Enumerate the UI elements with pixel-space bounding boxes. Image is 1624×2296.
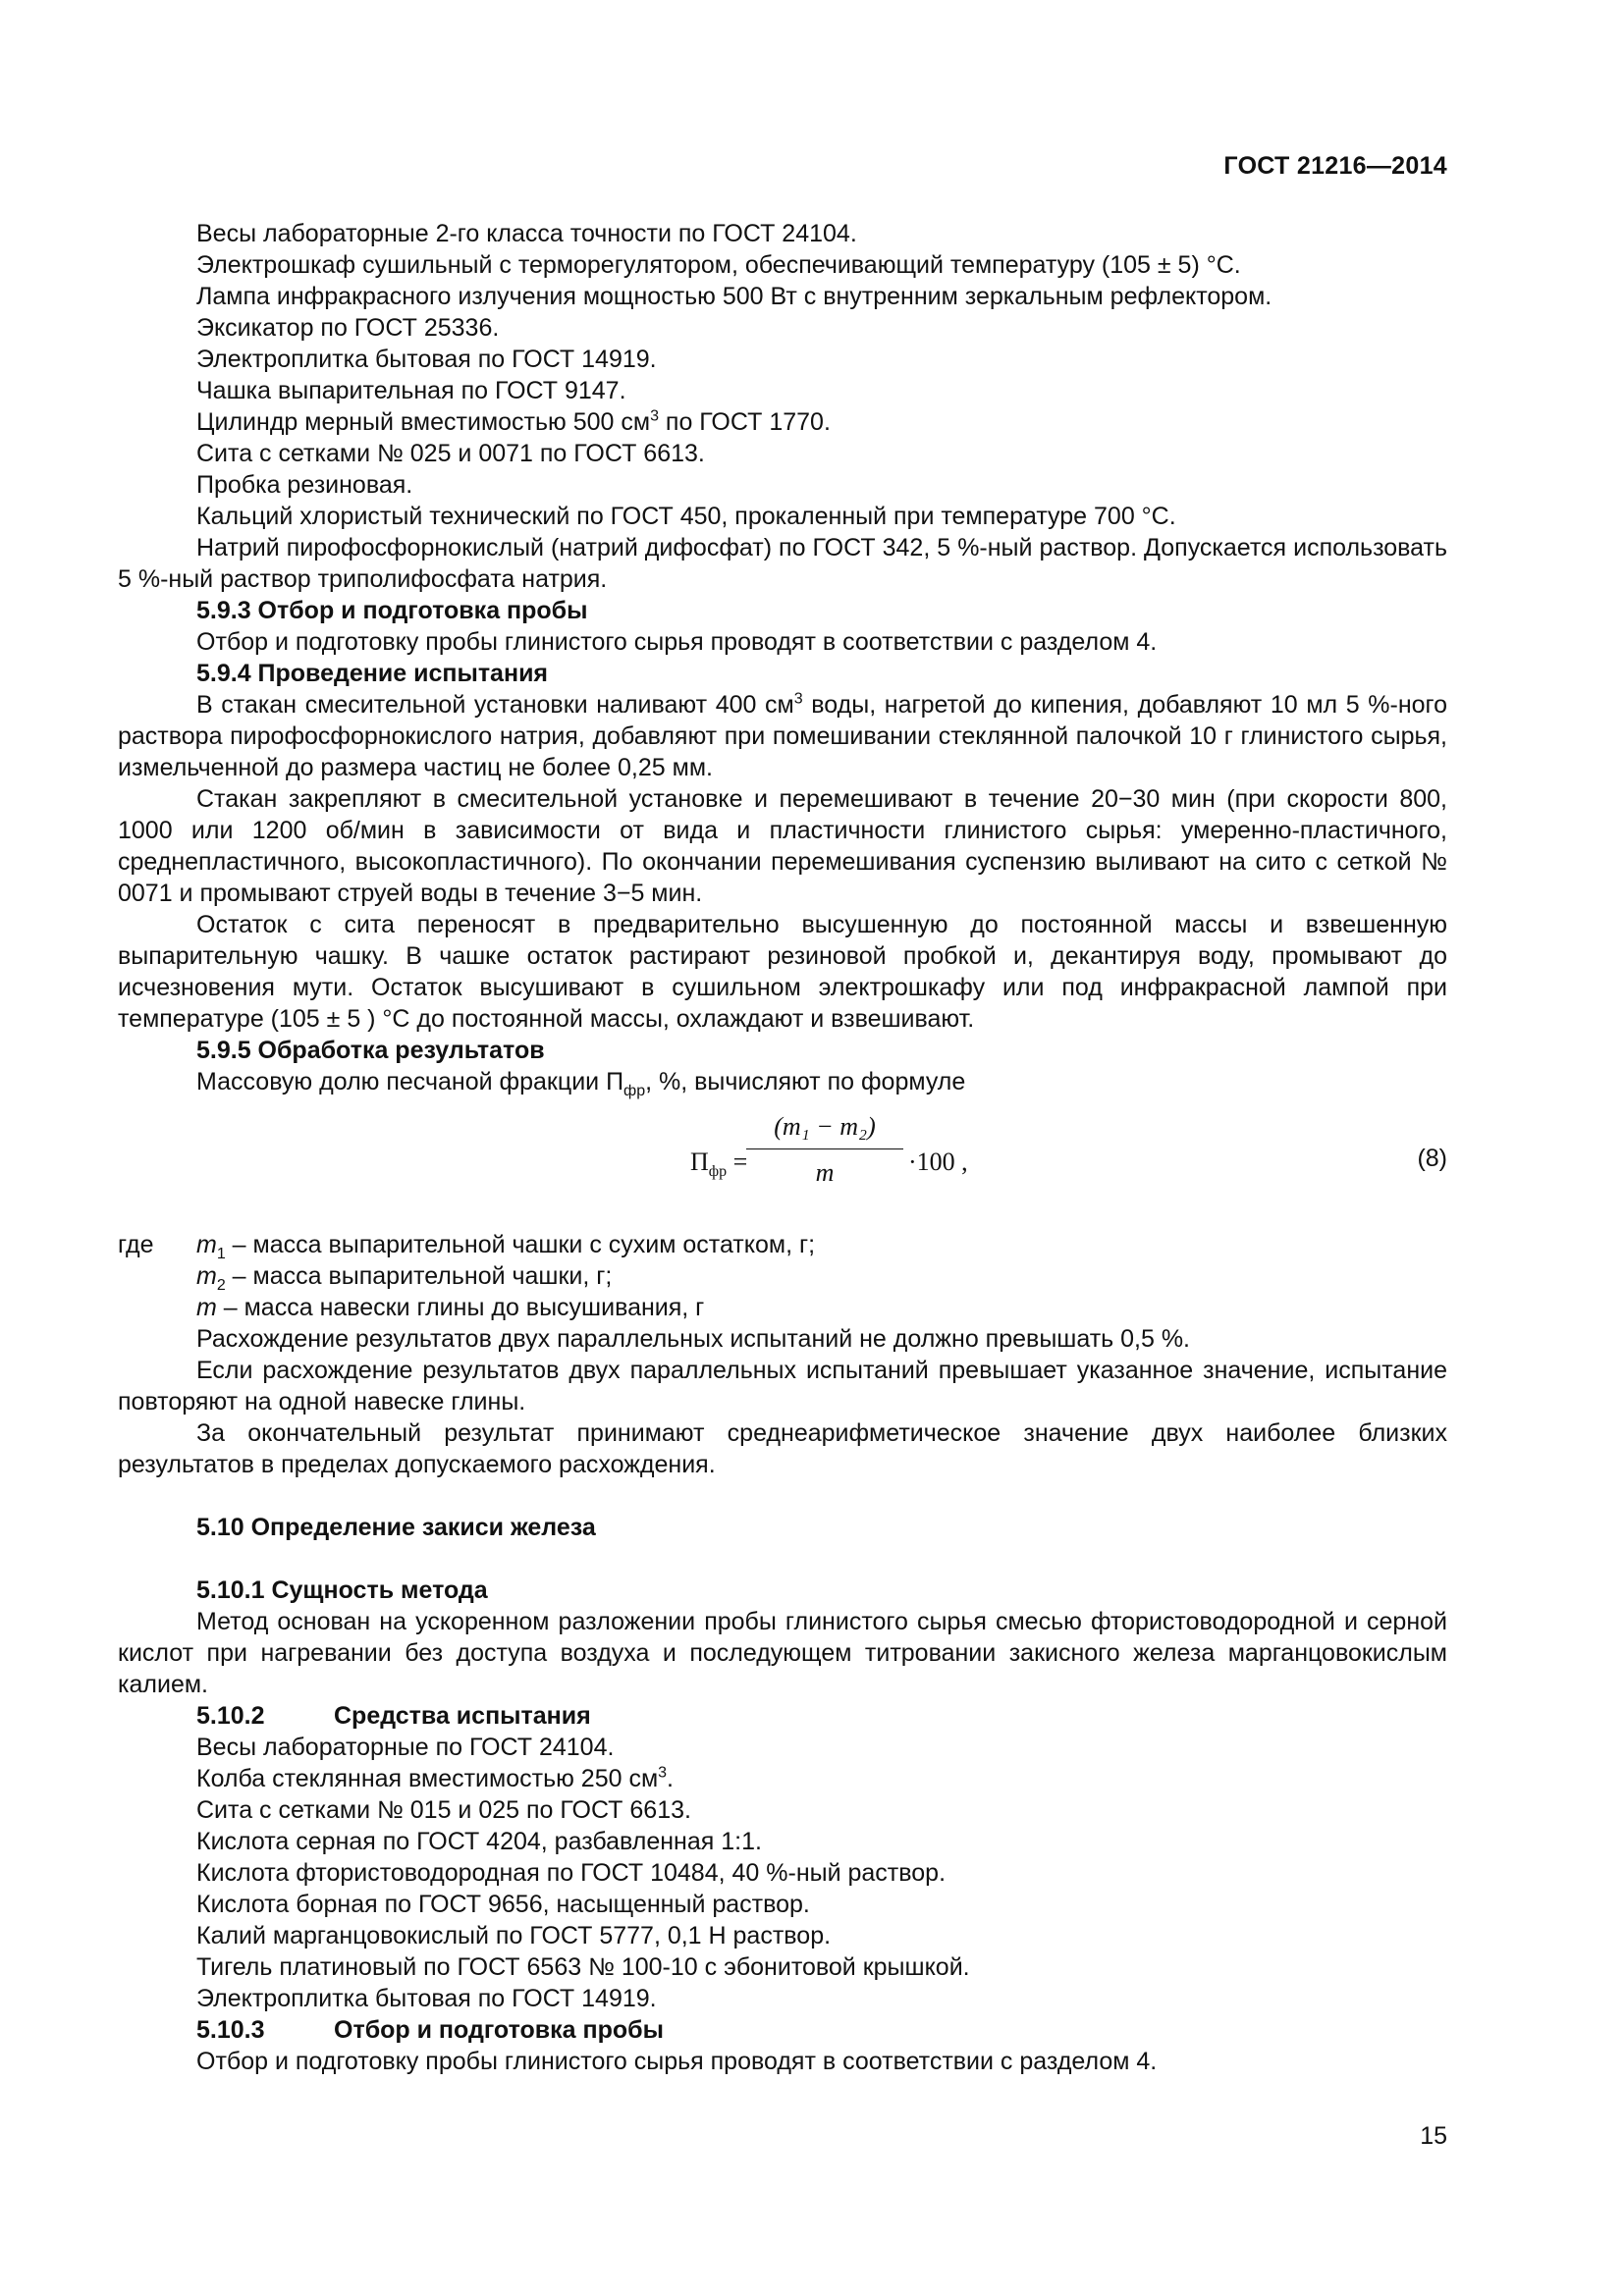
equipment-item-cylinder: Цилиндр мерный вместимостью 500 $см^3$ по ГОСТ 1770.: [196, 407, 831, 436]
section-heading-5-9-4: 5.9.4 Проведение испытания: [196, 660, 549, 687]
equipment-item: Чашка выпарительная по ГОСТ 9147.: [196, 377, 626, 404]
equipment-item: Кислота борная по ГОСТ 9656, насыщенный раствор.: [196, 1891, 810, 1918]
equipment-item-flask: Колба стеклянная вместимостью 250 $см^3$.: [196, 1764, 674, 1792]
formula-intro: Массовую долю песчаной фракции $П_{фр}$, %, вычисляют по формуле: [196, 1068, 966, 1099]
results-paragraph: За окончательный результат принимают среднеарифметическое значение двух наиболее близких результатов в пределах допускаемого расхождения.: [118, 1419, 1447, 1478]
equipment-item: Электроплитка бытовая по ГОСТ 14919.: [196, 346, 657, 373]
procedure-paragraph-2: Стакан закрепляют в смесительной установке и перемешивают в течение 20−30 мин (при скорости 800, 1000 или 1200 об/мин в зависимости от вида и пластичности глинистого сырья: умеренно-пластичного, среднепластичного, высокопластичного). По окончании перемешивания суспензию выливают на сито с сеткой № 0071 и промывают струей воды в течение 3−5 мин.: [118, 785, 1447, 907]
variable-definition: m – масса навески глины до высушивания, г: [196, 1294, 705, 1321]
procedure-paragraph-1: В стакан смесительной установки наливают 400 $см^3$ воды, нагретой до кипения, добавляют 10 мл 5 %-ного раствора пирофосфорнокислого натрия, добавляют при помешивании стеклянной палочкой 10 г глинистого сырья, измельченной до размера частиц не более 0,25 мм.: [118, 690, 1448, 781]
equipment-item: Сита с сетками № 015 и 025 по ГОСТ 6613.: [196, 1796, 691, 1824]
variable-definitions: [118, 1229, 1447, 1323]
section-heading-5-10-1: 5.10.1 Сущность метода: [196, 1576, 488, 1604]
page-number: 15: [1420, 2122, 1447, 2150]
equipment-item: Калий марганцовокислый по ГОСТ 5777, 0,1 Н раствор.: [196, 1922, 832, 1949]
equipment-item: Сита с сетками № 025 и 0071 по ГОСТ 6613.: [196, 440, 705, 467]
formula-8: [118, 1107, 1447, 1223]
standard-designation: ГОСТ 21216—2014: [1223, 152, 1447, 180]
page-content: [118, 218, 1447, 2077]
sodium-paragraph: Натрий пирофосфорнокислый (натрий дифосфат) по ГОСТ 342, 5 %-ный раствор. Допускается использовать 5 %-ный раствор триполифосфата натрия.: [118, 534, 1447, 593]
variable-definition: $m_1$ – масса выпарительной чашки с сухим остатком, г;: [196, 1231, 816, 1262]
formula-fraction: [746, 1109, 903, 1191]
section-heading-5-10: 5.10 Определение закиси железа: [196, 1514, 596, 1541]
formula-denominator: m: [815, 1158, 835, 1187]
equipment-item: Кислота серная по ГОСТ 4204, разбавленная 1:1.: [196, 1828, 762, 1855]
equipment-item: Лампа инфракрасного излучения мощностью 500 Вт с внутренним зеркальным рефлектором.: [196, 283, 1272, 310]
where-label: где: [118, 1231, 154, 1258]
equipment-item: Электроплитка бытовая по ГОСТ 14919.: [196, 1985, 657, 2012]
equipment-item: Пробка резиновая.: [196, 471, 413, 499]
variable-definition: $m_2$ – масса выпарительной чашки, г;: [196, 1262, 613, 1294]
equipment-item: Кальций хлористый технический по ГОСТ 450, прокаленный при температуре 700 °С.: [196, 503, 1176, 530]
equipment-item: Весы лабораторные по ГОСТ 24104.: [196, 1734, 615, 1761]
equipment-item: Эксикатор по ГОСТ 25336.: [196, 314, 500, 342]
equipment-item: Электрошкаф сушильный с терморегулятором, обеспечивающий температуру (105 ± 5) °С.: [196, 251, 1241, 279]
section-heading-5-9-3: 5.9.3 Отбор и подготовка пробы: [196, 597, 588, 624]
method-essence-paragraph: Метод основан на ускоренном разложении пробы глинистого сырья смесью фтористоводородной и серной кислот при нагревании без доступа воздуха и последующем титровании закисного железа марганцовокислым калием.: [118, 1608, 1447, 1698]
section-heading-5-10-2: 5.10.2 Средства испытания: [196, 1702, 591, 1730]
formula-number: (8): [1417, 1145, 1447, 1172]
equipment-item: Кислота фтористоводородная по ГОСТ 10484, 40 %-ный раствор.: [196, 1859, 947, 1887]
formula-numerator: (m₁ − m₂): [774, 1112, 876, 1141]
section-text-5-10-3: Отбор и подготовку пробы глинистого сырья проводят в соответствии с разделом 4.: [196, 2048, 1158, 2075]
formula-multiplier: ·100 ,: [908, 1148, 968, 1176]
section-heading-5-9-5: 5.9.5 Обработка результатов: [196, 1037, 545, 1064]
equipment-item: Тигель платиновый по ГОСТ 6563 № 100-10 с эбонитовой крышкой.: [196, 1953, 970, 1981]
equipment-item: Весы лабораторные 2-го класса точности по ГОСТ 24104.: [196, 220, 857, 247]
section-text-5-9-3: Отбор и подготовку пробы глинистого сырья проводят в соответствии с разделом 4.: [196, 628, 1158, 656]
formula-lhs: $П_{фр}$ =: [690, 1148, 748, 1181]
results-paragraph: Если расхождение результатов двух параллельных испытаний превышает указанное значение, испытание повторяют на одной навеске глины.: [118, 1357, 1447, 1415]
procedure-paragraph-3: Остаток с сита переносят в предварительно высушенную до постоянной массы и взвешенную выпарительную чашку. В чашке остаток растирают резиновой пробкой и, декантируя воду, промывают до исчезновения мути. Остаток высушивают в сушильном электрошкафу или под инфракрасной лампой при температуре (105 ± 5 ) °С до постоянной массы, охлаждают и взвешивают.: [118, 911, 1447, 1033]
section-heading-5-10-3: 5.10.3 Отбор и подготовка пробы: [196, 2016, 664, 2044]
results-paragraph: Расхождение результатов двух параллельных испытаний не должно превышать 0,5 %.: [196, 1325, 1190, 1353]
fraction-bar: [746, 1148, 903, 1149]
